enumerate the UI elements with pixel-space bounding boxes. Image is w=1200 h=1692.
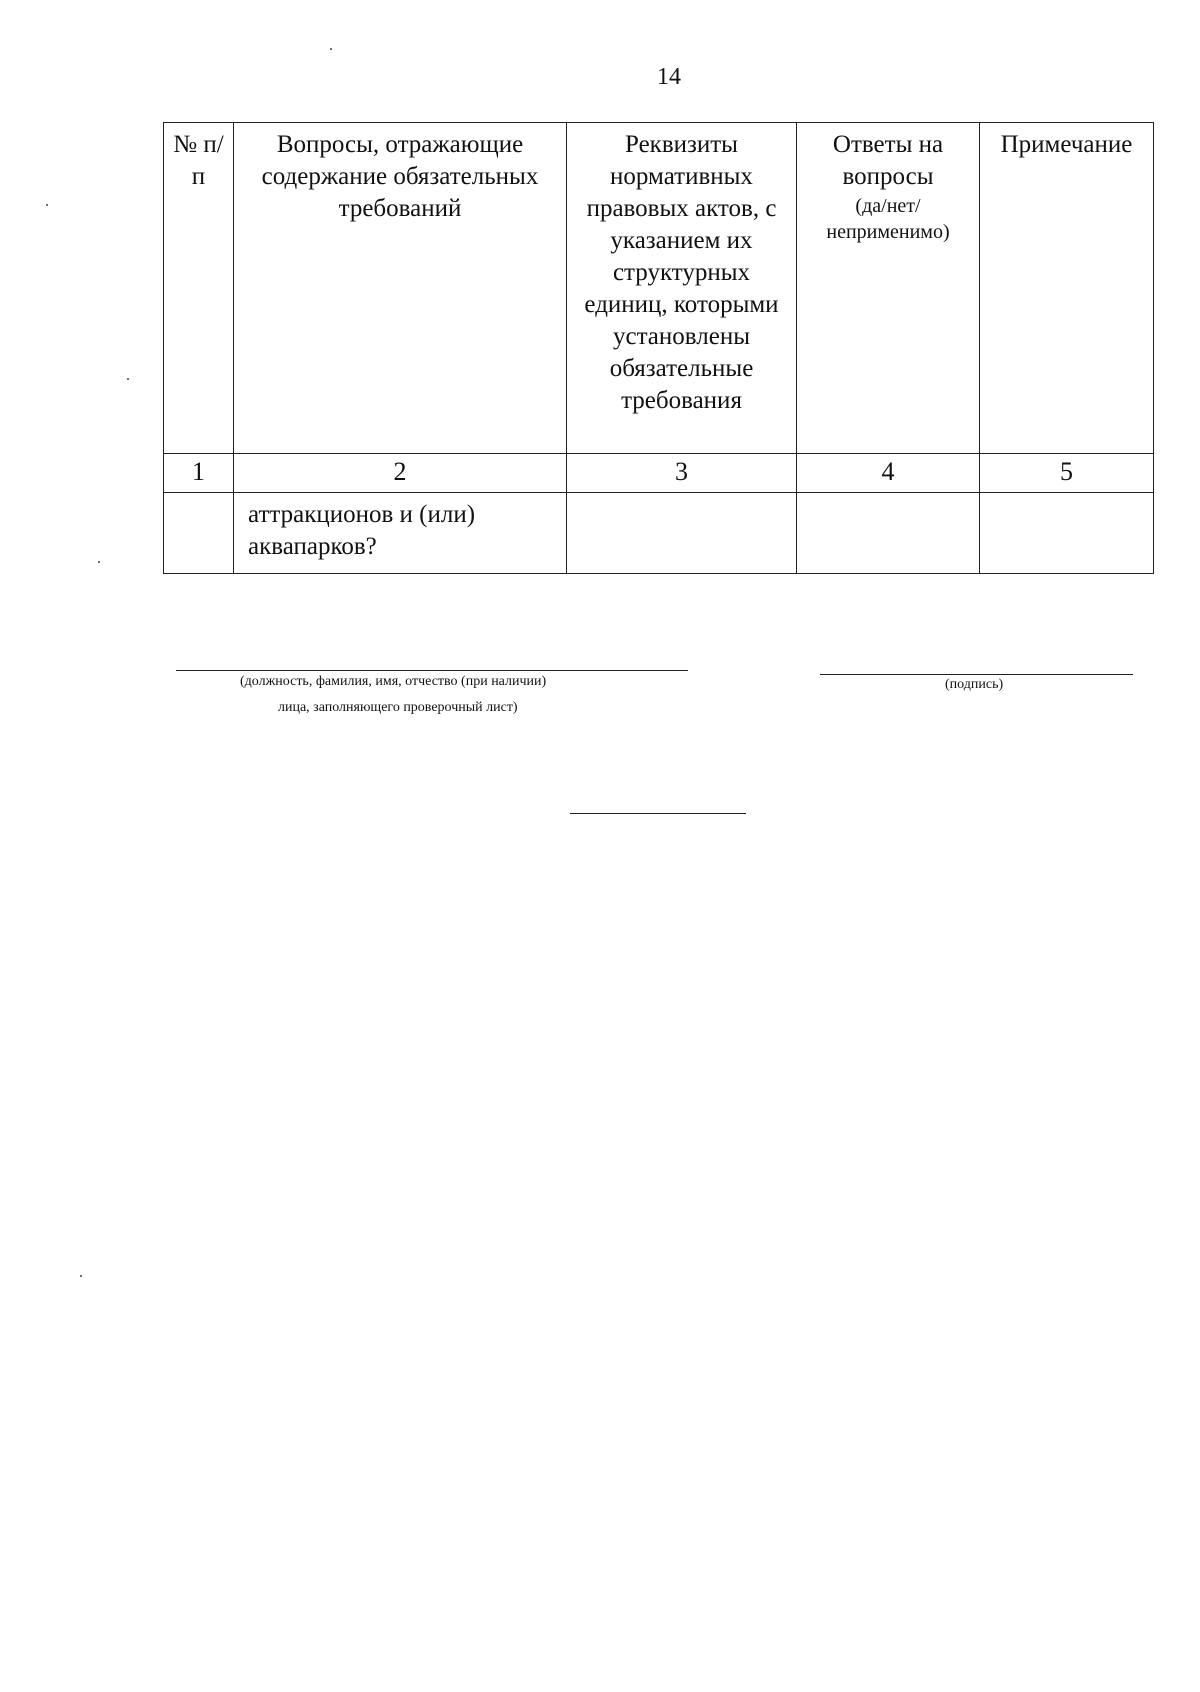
position-signature-line <box>176 670 688 671</box>
scan-speck <box>127 378 129 380</box>
scan-speck <box>330 48 332 50</box>
signature-caption: (подпись) <box>945 677 1004 692</box>
header-number: № п/п <box>164 123 234 454</box>
header-note: Примечание <box>980 123 1154 454</box>
table-row <box>164 493 1154 574</box>
column-number: 2 <box>234 454 567 493</box>
row-number-cell <box>164 493 234 574</box>
column-number: 4 <box>797 454 980 493</box>
scan-speck <box>80 1275 82 1277</box>
column-number: 1 <box>164 454 234 493</box>
row-note-cell <box>980 493 1154 574</box>
header-answers <box>797 123 980 454</box>
end-separator-line <box>570 813 746 814</box>
signature-line <box>820 674 1133 675</box>
header-answers-main: Ответы на вопросы <box>832 131 944 190</box>
row-requisites-cell <box>567 493 797 574</box>
scan-speck <box>98 561 100 563</box>
checklist-table <box>163 122 1154 574</box>
row-question-cell: аттракционов и (или) аквапарков? <box>234 493 567 574</box>
header-questions: Вопросы, отражающие содержание обязательных требований <box>234 123 567 454</box>
position-caption-line1: (должность, фамилия, имя, отчество (при наличии) <box>240 674 547 689</box>
table-header-row <box>164 123 1154 454</box>
column-number: 5 <box>980 454 1154 493</box>
page-number: 14 <box>657 64 681 90</box>
column-number: 3 <box>567 454 797 493</box>
position-caption-line2: лица, заполняющего проверочный лист) <box>278 700 518 715</box>
header-answers-sub: (да/нет/ неприменимо) <box>826 195 950 243</box>
scan-speck <box>46 204 48 206</box>
column-number-row <box>164 454 1154 493</box>
row-answer-cell <box>797 493 980 574</box>
header-requisites: Реквизиты нормативных правовых актов, с указанием их структурных единиц, которыми установлены обязательные требования <box>567 123 797 454</box>
